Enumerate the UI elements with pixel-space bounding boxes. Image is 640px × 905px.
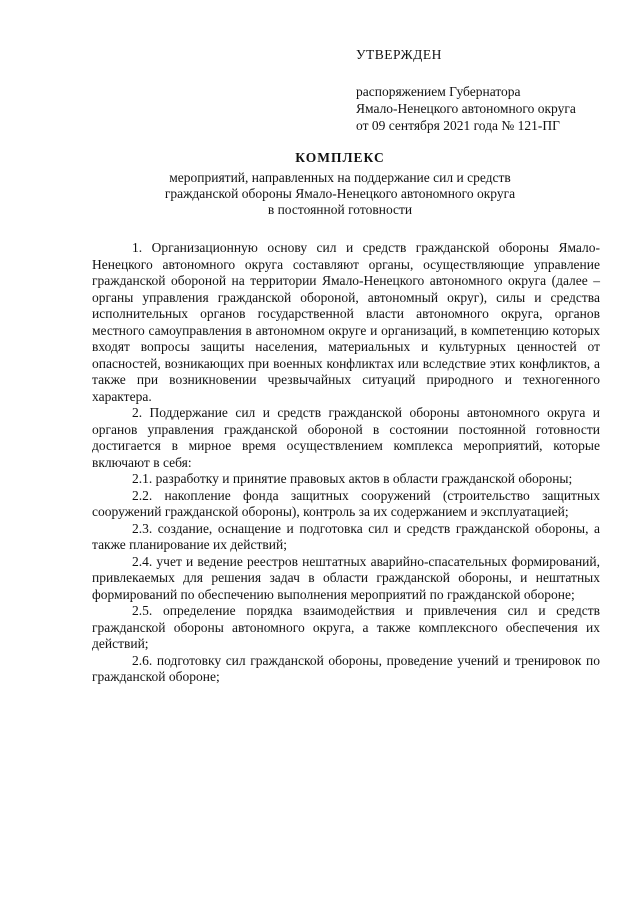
- document-title: КОМПЛЕКС: [295, 150, 385, 165]
- document-title-block: [90, 150, 590, 218]
- paragraph: 2.5. определение порядка взаимодействия и привлечения сил и средств гражданской обороны автономного округа, а также комплексного обеспечения их действий;: [92, 603, 600, 651]
- approval-line: Ямало-Ненецкого автономного округа: [356, 101, 576, 116]
- subtitle-line: мероприятий, направленных на поддержание сил и средств: [169, 170, 511, 185]
- document-body: [92, 240, 600, 686]
- approval-stamp: [356, 46, 576, 134]
- paragraph: 2.6. подготовку сил гражданской обороны, проведение учений и тренировок по гражданской обороне;: [92, 652, 600, 684]
- paragraph: 2.3. создание, оснащение и подготовка сил и средств гражданской обороны, а также планирование их действий;: [92, 520, 600, 552]
- paragraph: 1. Организационную основу сил и средств гражданской обороны Ямало-Ненецкого автономного округа составляют органы, осуществляющие управление гражданской обороной на территории Ямало-Ненецкого автономного округа (далее – органы управления гражданской обороной, автономный округ), силы и средства исполнительных органов государственной власти автономного округа, органов местного самоуправления в автономном округе и организаций, в компетенцию которых входят вопросы защиты населения, материальных и культурных ценностей от опасностей, возникающих при военных конфликтах или вследствие этих конфликтов, а также при возникновении чрезвычайных ситуаций природного и техногенного характера.: [92, 240, 600, 404]
- paragraph: 2. Поддержание сил и средств гражданской обороны автономного округа и органов управления гражданской обороной в состоянии постоянной готовности достигается в мирное время осуществлением комплекса мероприятий, которые включают в себя:: [92, 405, 600, 470]
- approval-line: распоряжением Губернатора: [356, 84, 521, 99]
- paragraph: 2.1. разработку и принятие правовых актов в области гражданской обороны;: [132, 471, 573, 486]
- paragraph: 2.4. учет и ведение реестров нештатных аварийно-спасательных формирований, привлекаемых для решения задач в области гражданской обороны, и нештатных формирований по обеспечению выполнения мероприятий по гражданской обороне;: [92, 553, 600, 602]
- approval-heading: УТВЕРЖДЕН: [356, 47, 442, 62]
- subtitle-line: в постоянной готовности: [267, 202, 413, 217]
- subtitle-line: гражданской обороны Ямало-Ненецкого автономного округа: [164, 186, 516, 201]
- approval-line: от 09 сентября 2021 года № 121-ПГ: [356, 118, 560, 133]
- paragraph: 2.2. накопление фонда защитных сооружений (строительство защитных сооружений гражданской обороны), контроль за их содержанием и эксплуатацией;: [92, 487, 600, 519]
